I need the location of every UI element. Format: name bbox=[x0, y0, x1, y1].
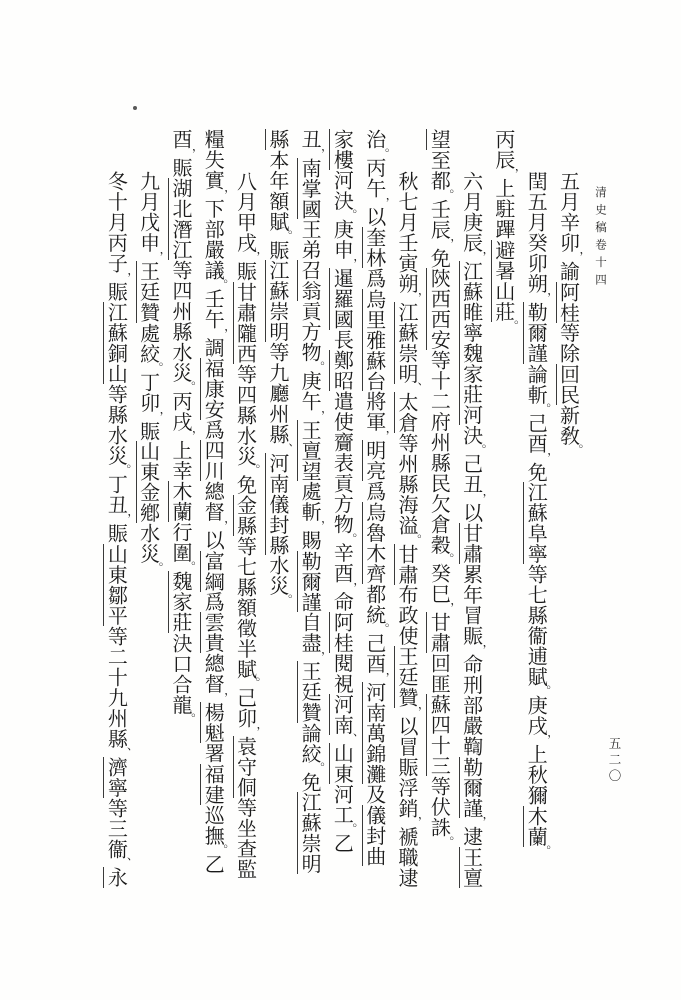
text-column bbox=[233, 129, 262, 961]
text-run: 決口合龍。 bbox=[168, 632, 197, 725]
text-column bbox=[136, 129, 165, 961]
punctuation: ， bbox=[537, 451, 552, 464]
punctuation: ， bbox=[247, 726, 262, 738]
text-run: 爲 bbox=[201, 591, 226, 612]
text-run: 等伏誅。 bbox=[427, 776, 455, 848]
proper-noun: 河南 bbox=[330, 694, 355, 735]
punctuation: ， bbox=[537, 734, 552, 746]
text-run: 治。丙午，以 bbox=[362, 129, 391, 227]
text-run: 等縣水災。丁丑，賑 bbox=[104, 384, 132, 544]
punctuation: 、 bbox=[279, 442, 294, 455]
text-column bbox=[459, 129, 488, 961]
punctuation: 。 bbox=[182, 561, 197, 573]
proper-noun: 金縣 bbox=[233, 494, 258, 536]
text-run: 等二十九州縣、 bbox=[104, 625, 132, 759]
punctuation: 。 bbox=[408, 533, 423, 546]
punctuation: 。 bbox=[440, 553, 455, 565]
punctuation: ， bbox=[473, 816, 488, 828]
punctuation: ， bbox=[311, 520, 326, 532]
text-run: 等州縣海溢。 bbox=[395, 433, 423, 546]
proper-noun: 王廷贊 bbox=[298, 661, 323, 723]
proper-noun: 雲貴 bbox=[201, 612, 226, 653]
proper-noun: 山東 bbox=[330, 743, 355, 784]
proper-noun: 避暑山莊 bbox=[491, 239, 516, 322]
punctuation: ， bbox=[473, 251, 488, 263]
text-run: 等九廳州縣、 bbox=[265, 342, 294, 455]
text-run: 等七縣額徵半賦。己卯， bbox=[233, 535, 262, 738]
punctuation: ， bbox=[408, 292, 423, 304]
proper-noun: 福康安 bbox=[201, 358, 226, 420]
text-run: 布政使 bbox=[395, 584, 420, 646]
proper-noun: 陝西西安 bbox=[427, 268, 452, 350]
punctuation: 。 bbox=[182, 712, 197, 725]
proper-noun: 河南萬錦灘 bbox=[362, 681, 387, 784]
punctuation: 。 bbox=[150, 562, 165, 574]
text-run: 爲 bbox=[201, 419, 226, 440]
text-run: 王弟 bbox=[298, 219, 323, 260]
text-run: 八月甲戌，賑 bbox=[233, 171, 262, 282]
punctuation: ， bbox=[311, 409, 326, 422]
punctuation: 。 bbox=[376, 147, 391, 160]
proper-noun: 福建 bbox=[201, 763, 226, 805]
punctuation: 。 bbox=[537, 844, 552, 857]
text-run: 冬十月丙子，賑 bbox=[104, 171, 132, 302]
punctuation: ， bbox=[117, 271, 132, 284]
punctuation: 。 bbox=[247, 464, 262, 476]
punctuation: ， bbox=[247, 251, 262, 263]
ink-speck bbox=[133, 106, 137, 110]
punctuation: ， bbox=[214, 520, 229, 532]
text-run: 九月戊申， bbox=[136, 171, 165, 263]
proper-noun: 魏家莊 bbox=[168, 571, 193, 633]
punctuation: ， bbox=[214, 692, 229, 704]
text-run: 六月庚辰， bbox=[459, 171, 488, 263]
text-run: 論斬。己酉，免 bbox=[524, 363, 552, 482]
punctuation: 。 bbox=[537, 685, 552, 697]
text-run: 總督， bbox=[201, 653, 229, 704]
text-run: 糧失實，下部嚴議。壬午，調 bbox=[201, 129, 229, 358]
punctuation: ， bbox=[408, 816, 423, 828]
proper-noun: 永 bbox=[104, 867, 129, 888]
text-run: 閱視 bbox=[330, 653, 355, 694]
proper-noun: 江蘇崇明 bbox=[395, 302, 420, 384]
proper-noun: 江蘇阜寧 bbox=[524, 482, 549, 564]
text-run: 爲 bbox=[362, 481, 387, 502]
proper-noun: 縣 bbox=[265, 129, 290, 150]
proper-noun: 南掌國 bbox=[298, 157, 323, 219]
punctuation: ， bbox=[214, 327, 229, 340]
text-column bbox=[427, 129, 455, 919]
punctuation: ， bbox=[473, 492, 488, 505]
text-run: 巡撫。乙 bbox=[201, 804, 229, 874]
text-run: 論絞。免 bbox=[298, 722, 326, 792]
punctuation: 。 bbox=[440, 835, 455, 848]
text-column bbox=[524, 129, 552, 961]
punctuation: 。 bbox=[311, 360, 326, 373]
punctuation: 。 bbox=[247, 677, 262, 689]
proper-noun: 勒爾謹 bbox=[459, 756, 484, 818]
text-run: 等四縣水災。免 bbox=[233, 363, 262, 495]
text-run bbox=[330, 733, 358, 745]
text-run: 處絞。丁卯，賑 bbox=[136, 322, 165, 441]
punctuation: 。 bbox=[537, 402, 552, 415]
text-run: 閏五月癸卯朔， bbox=[524, 171, 552, 304]
text-column bbox=[104, 129, 132, 961]
proper-noun: 召翁 bbox=[298, 260, 323, 301]
proper-noun: 濟寧 bbox=[104, 756, 129, 798]
text-run: 等七縣衞逋賦。庚戌，上秋獮 bbox=[524, 564, 552, 806]
text-column bbox=[168, 129, 197, 919]
proper-noun: 鄭昭 bbox=[330, 350, 355, 391]
text-column bbox=[395, 129, 423, 961]
punctuation: ， bbox=[343, 258, 358, 270]
punctuation: 。 bbox=[214, 843, 229, 856]
text-run: 總督，以 bbox=[201, 481, 229, 551]
punctuation: 。 bbox=[473, 443, 488, 456]
text-column bbox=[298, 129, 326, 919]
proper-noun: 木蘭 bbox=[524, 805, 549, 847]
proper-noun: 太倉 bbox=[395, 392, 420, 433]
text-run: 新敎。 bbox=[556, 404, 584, 456]
text-run: 至都。壬辰，免 bbox=[427, 149, 455, 268]
punctuation: 、 bbox=[117, 746, 132, 759]
punctuation: ， bbox=[182, 147, 197, 160]
text-run bbox=[492, 319, 520, 332]
proper-noun: 阿桂 bbox=[556, 281, 581, 323]
text-run: 都統。己酉， bbox=[362, 583, 391, 684]
text-column bbox=[362, 129, 391, 919]
text-run: 水災。 bbox=[265, 555, 294, 606]
punctuation: 。 bbox=[343, 209, 358, 221]
text-run: 丑， bbox=[298, 129, 326, 160]
punctuation: ， bbox=[182, 430, 197, 442]
proper-noun: 甘肅 bbox=[395, 543, 420, 585]
punctuation: ， bbox=[440, 602, 455, 614]
proper-noun: 山東鄒平 bbox=[104, 543, 129, 626]
proper-noun: 王廷贊 bbox=[136, 261, 161, 323]
text-run bbox=[524, 844, 552, 857]
punctuation: 。 bbox=[376, 622, 391, 635]
running-header: 清史稿卷十四 bbox=[594, 186, 608, 291]
proper-noun: 甘肅 bbox=[459, 523, 484, 564]
text-run: 累年冒賑，命刑部嚴鞫 bbox=[459, 564, 488, 757]
proper-noun: 家樓 bbox=[330, 129, 355, 170]
text-column bbox=[556, 129, 584, 961]
proper-noun: 江蘇睢寧魏家莊河 bbox=[459, 261, 484, 425]
text-run: 及 bbox=[362, 784, 387, 805]
punctuation: 。 bbox=[440, 188, 455, 201]
punctuation: 。 bbox=[570, 443, 584, 456]
punctuation: 。 bbox=[343, 532, 358, 545]
punctuation: ， bbox=[537, 292, 552, 304]
proper-noun: 四川 bbox=[201, 440, 226, 481]
proper-noun: 烏里雅蘇台 bbox=[362, 288, 387, 391]
proper-noun: 奎林 bbox=[362, 227, 387, 268]
text-run: 決。己丑，以 bbox=[459, 425, 488, 523]
punctuation: 。 bbox=[311, 761, 326, 774]
text-column bbox=[491, 129, 520, 919]
proper-noun: 楊魁 bbox=[201, 702, 226, 743]
proper-noun: 山東金鄕 bbox=[136, 441, 161, 523]
punctuation: ， bbox=[150, 410, 165, 423]
proper-noun: 江蘇崇明 bbox=[298, 792, 323, 874]
punctuation: ， bbox=[311, 651, 326, 663]
punctuation: ， bbox=[150, 251, 165, 263]
text-run: 水災。 bbox=[136, 523, 165, 574]
text-run: 處斬，賜 bbox=[298, 481, 326, 551]
proper-noun: 木蘭 bbox=[168, 481, 193, 522]
punctuation: 、 bbox=[343, 733, 358, 745]
text-run: 等四州縣水災。丙戌，上幸 bbox=[168, 260, 197, 481]
text-run: 自盡， bbox=[298, 612, 326, 663]
proper-noun: 勒爾謹 bbox=[524, 302, 549, 364]
punctuation: ， bbox=[376, 430, 391, 442]
punctuation: 。 bbox=[505, 319, 520, 332]
right-margin bbox=[593, 129, 622, 919]
text-run: ，逮 bbox=[459, 816, 488, 847]
text-run: 貢方物。庚午， bbox=[298, 301, 326, 422]
text-run: 酉，賑 bbox=[168, 129, 197, 178]
text-run: 河工。乙 bbox=[330, 784, 358, 854]
page-number: 五二〇 bbox=[607, 737, 622, 785]
text-run: 署 bbox=[201, 743, 226, 764]
proper-noun: 蘇四十三 bbox=[427, 694, 452, 776]
punctuation: 。 bbox=[117, 464, 132, 476]
proper-noun: 明亮 bbox=[362, 440, 387, 481]
proper-noun: 回民 bbox=[556, 363, 581, 405]
text-run: 等坐查監 bbox=[233, 797, 258, 880]
proper-noun: 王廷贊 bbox=[395, 646, 420, 708]
proper-noun: 甘肅 bbox=[427, 612, 452, 653]
punctuation: ， bbox=[117, 513, 132, 525]
text-run: 五月辛卯，諭 bbox=[556, 171, 584, 282]
proper-noun: 河南儀封縣 bbox=[265, 452, 290, 555]
text-run: 等除 bbox=[556, 322, 581, 364]
punctuation: ， bbox=[214, 188, 229, 201]
text-columns bbox=[88, 129, 584, 929]
proper-noun: 儀封曲 bbox=[362, 804, 387, 866]
text-run: 回匪 bbox=[427, 653, 452, 694]
punctuation: ， bbox=[408, 705, 423, 718]
punctuation: ， bbox=[311, 147, 326, 160]
text-run: 等三衞、 bbox=[104, 797, 132, 869]
punctuation: 。 bbox=[150, 361, 165, 374]
proper-noun: 江蘇銅山 bbox=[104, 302, 129, 384]
proper-noun: 江蘇崇明 bbox=[265, 260, 290, 342]
punctuation: ， bbox=[343, 581, 358, 594]
proper-noun: 暹羅國 bbox=[330, 268, 355, 330]
proper-noun: 阿桂 bbox=[330, 612, 355, 653]
text-run: 行圍。 bbox=[168, 522, 197, 573]
text-run: ，以冒賑浮銷，褫職逮 bbox=[395, 705, 423, 888]
punctuation: 。 bbox=[279, 229, 294, 242]
punctuation: 。 bbox=[343, 823, 358, 835]
text-run: 河決。庚申， bbox=[330, 170, 358, 270]
punctuation: ， bbox=[505, 168, 520, 180]
proper-noun: 望 bbox=[427, 129, 452, 150]
text-column bbox=[201, 129, 229, 919]
punctuation: 、 bbox=[117, 857, 132, 869]
proper-noun: 烏魯木齊 bbox=[362, 501, 387, 584]
proper-noun: 王亶 bbox=[459, 846, 484, 888]
text-run: 秋七月壬寅朔， bbox=[395, 171, 423, 304]
text-column bbox=[330, 129, 358, 919]
punctuation: ， bbox=[376, 196, 391, 209]
text-run: 將軍， bbox=[362, 391, 391, 442]
text-run: 本年額賦。賑 bbox=[265, 149, 294, 260]
text-run: 等十二府州縣民欠倉穀。癸巳， bbox=[427, 350, 455, 614]
proper-noun: 甘肅隴西 bbox=[233, 281, 258, 364]
punctuation: 。 bbox=[214, 278, 229, 291]
text-run: 遣使齎表貢方物。辛酉，命 bbox=[330, 391, 358, 612]
text-run: 丙辰，上駐蹕 bbox=[491, 129, 520, 240]
text-run: 爲 bbox=[362, 268, 387, 289]
text-run: 長 bbox=[330, 329, 355, 350]
proper-noun: 王亶望 bbox=[298, 419, 323, 481]
punctuation: ， bbox=[376, 671, 391, 684]
proper-noun: 富綱 bbox=[201, 550, 226, 592]
punctuation: ， bbox=[473, 644, 488, 656]
punctuation: 、 bbox=[408, 382, 423, 394]
text-run bbox=[395, 382, 423, 394]
punctuation: ， bbox=[570, 251, 584, 263]
punctuation: 。 bbox=[182, 381, 197, 393]
punctuation: ， bbox=[440, 237, 455, 250]
punctuation: 。 bbox=[279, 594, 294, 606]
proper-noun: 湖北潛江 bbox=[168, 178, 193, 260]
proper-noun: 袁守侗 bbox=[233, 736, 258, 798]
proper-noun: 勒爾謹 bbox=[298, 550, 323, 612]
text-column bbox=[265, 129, 294, 919]
